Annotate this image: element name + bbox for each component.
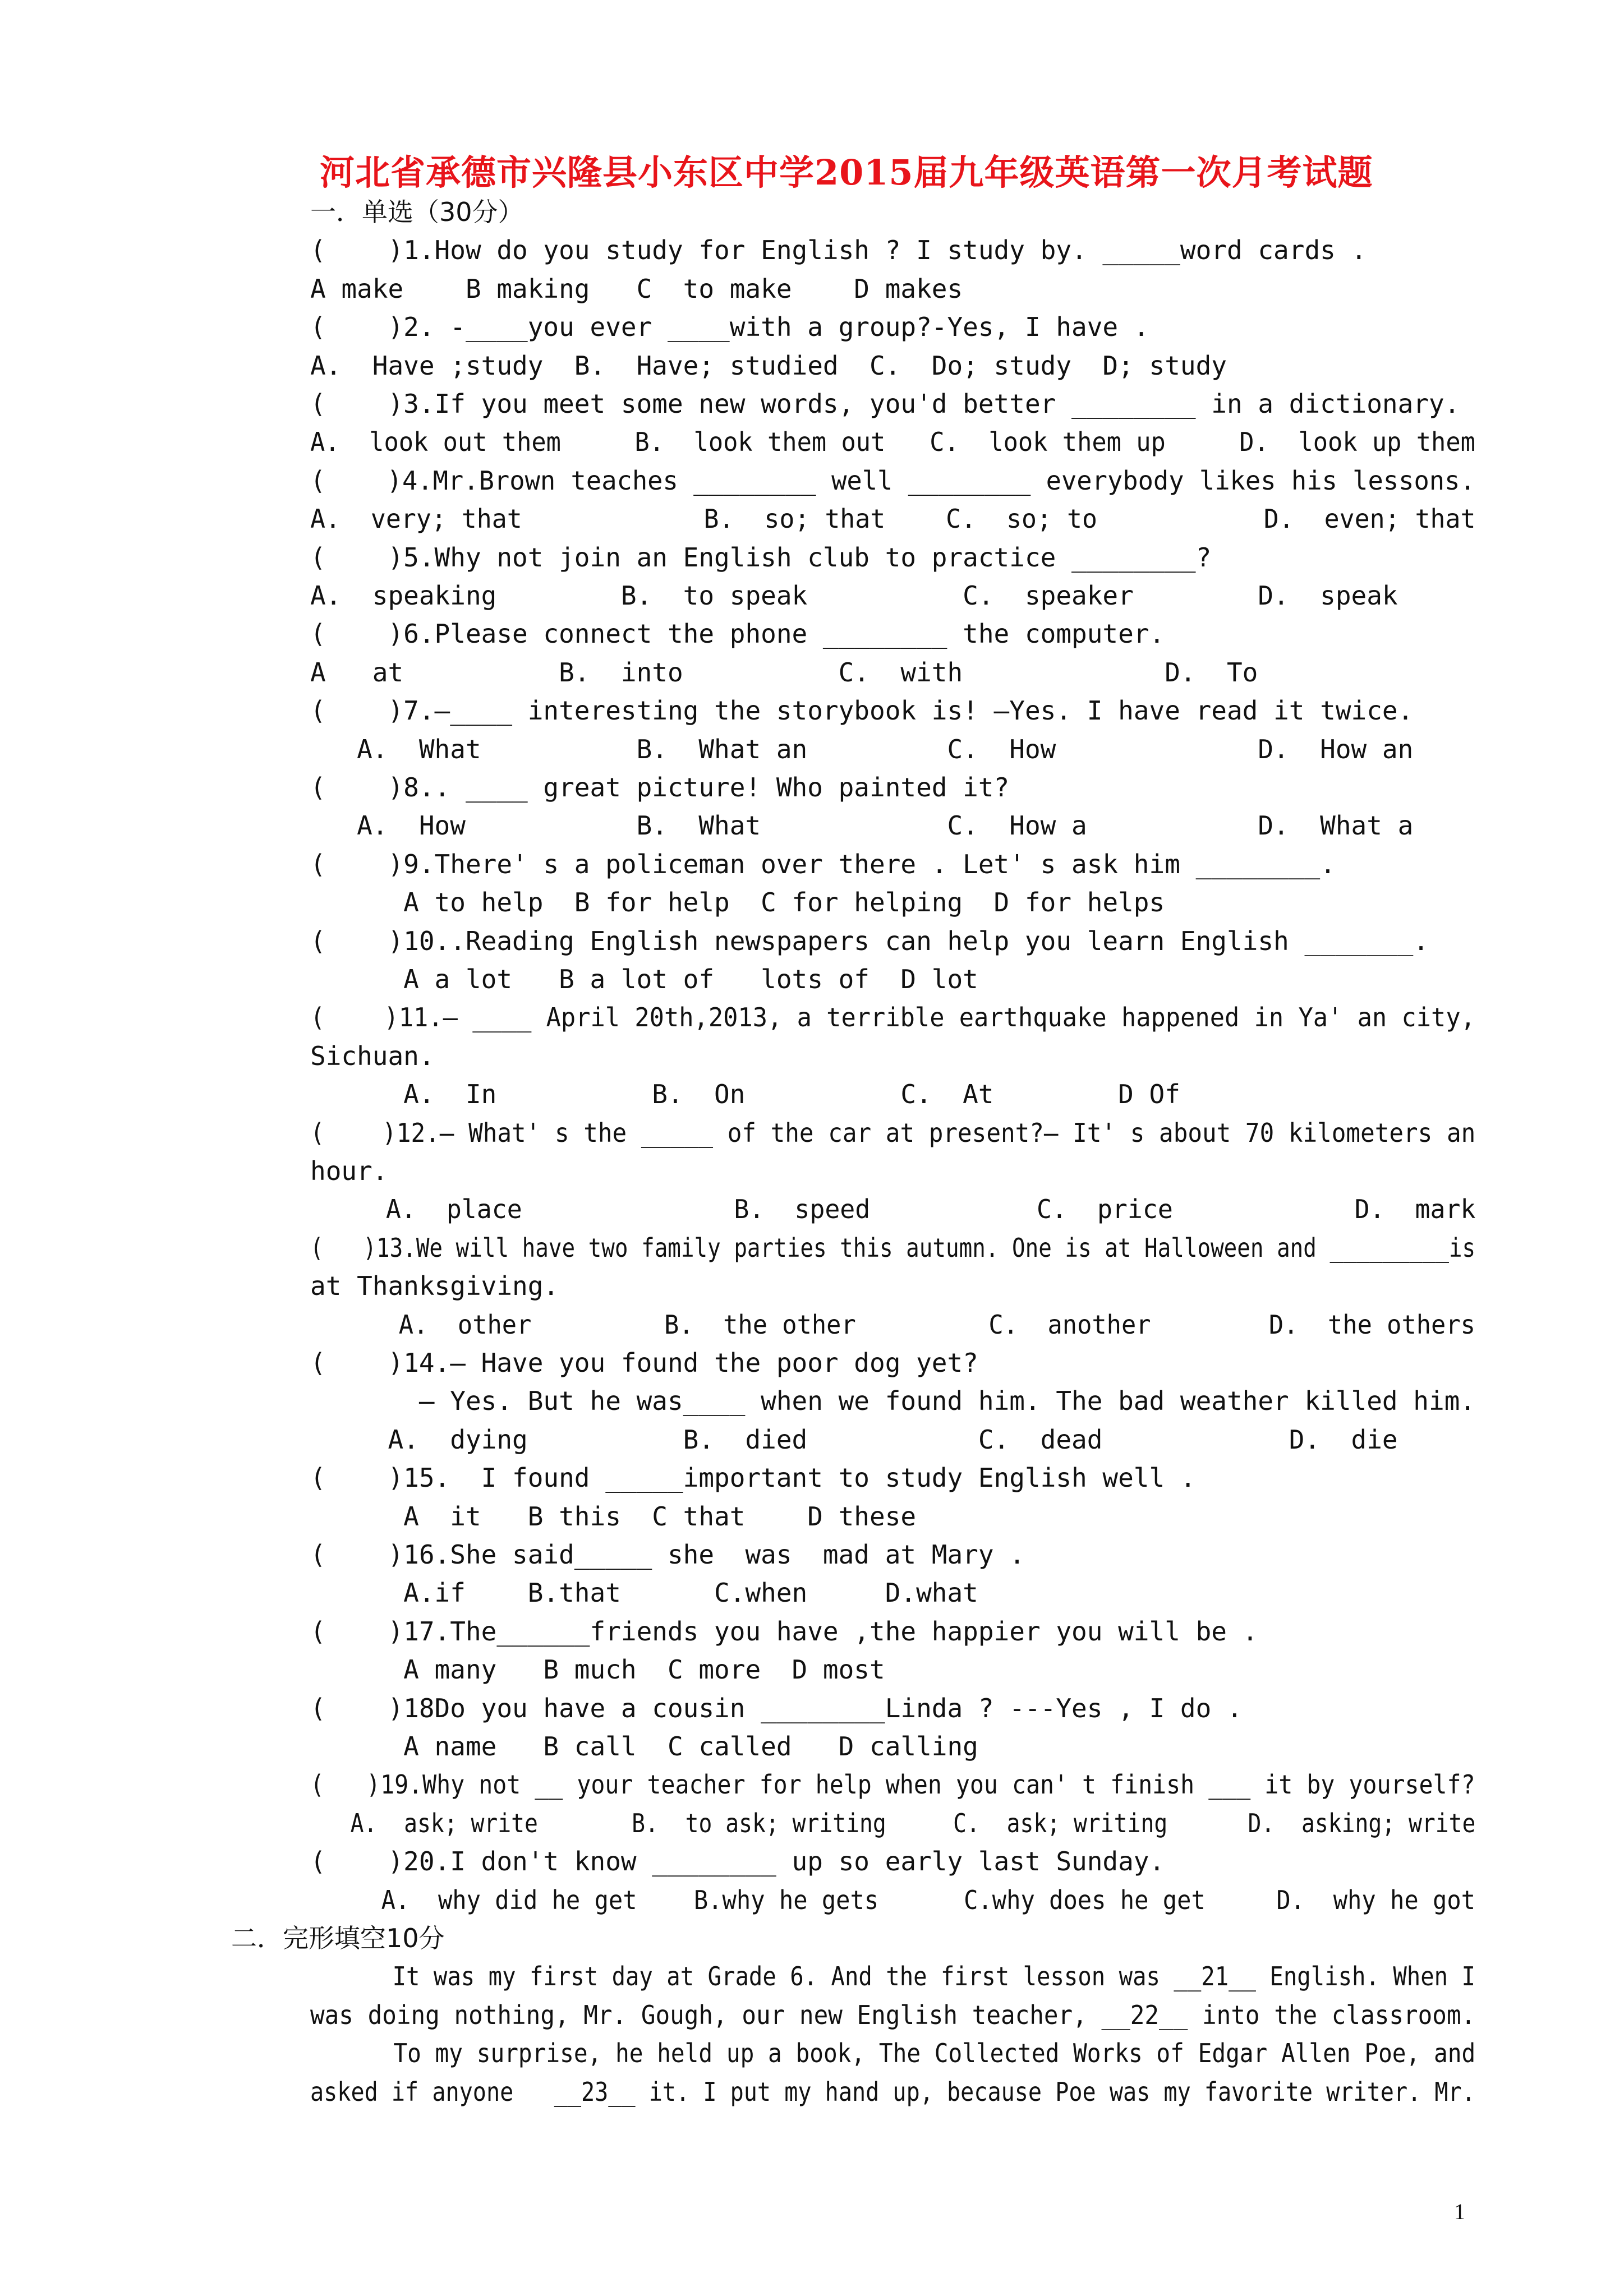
text-line: A. speaking B. to speak C. speaker D. speak: [310, 580, 1398, 611]
text-line: A. look out them B. look them out C. look them up D. look up them: [310, 427, 1475, 457]
text-line: hour.: [310, 1156, 388, 1186]
text-line: A.if B.that C.when D.what: [310, 1578, 978, 1608]
text-line: A. why did he get B.why he gets C.why does he get D. why he got: [310, 1885, 1475, 1915]
text-line: A. What B. What an C. How D. How an: [310, 734, 1414, 764]
text-line: ( )1.How do you study for English ? I study by. _____word cards .: [310, 235, 1367, 265]
text-line: — Yes. But he was____ when we found him. The bad weather killed him.: [310, 1386, 1476, 1416]
text-line: ( )8.. ____ great picture! Who painted it?: [310, 772, 1010, 803]
text-line: ( )16.She said_____ she was mad at Mary .: [310, 1539, 1025, 1570]
text-line: A to help B for help C for helping D for helps: [310, 887, 1165, 918]
text-line: A many B much C more D most: [310, 1654, 885, 1685]
text-line: ( )20.I don't know ________ up so early last Sunday.: [310, 1846, 1165, 1877]
text-line: A. other B. the other C. another D. the others: [310, 1310, 1475, 1340]
text-line: A. How B. What C. How a D. What a: [310, 810, 1414, 841]
text-line: It was my first day at Grade 6. And the first lesson was __21__ English. When I: [310, 1961, 1475, 1991]
text-line: A. very; that B. so; that C. so; to D. even; that: [310, 504, 1476, 534]
text-line: at Thanksgiving.: [310, 1271, 559, 1301]
text-line: Sichuan.: [310, 1041, 435, 1071]
text-line: ( )5.Why not join an English club to practice ________?: [310, 542, 1212, 573]
text-line: A. ask; write B. to ask; writing C. ask; writing D. asking; write: [310, 1808, 1476, 1838]
text-line: ( )19.Why not __ your teacher for help when you can' t finish ___ it by yourself?: [310, 1769, 1475, 1800]
text-line: ( )14.— Have you found the poor dog yet?: [310, 1348, 978, 1378]
text-line: ( )18Do you have a cousin ________Linda ? ---Yes , I do .: [310, 1693, 1243, 1723]
text-line: 一．单选（30分）: [310, 197, 524, 227]
text-line: ( )2. -____you ever ____with a group?-Yes, I have .: [310, 312, 1149, 342]
text-line: ( )10..Reading English newspapers can help you learn English _______.: [310, 926, 1429, 956]
text-line: ( )12.— What' s the _____ of the car at present?— It' s about 70 kilometers an: [310, 1118, 1476, 1148]
page-number: 1: [1454, 2199, 1465, 2224]
text-line: was doing nothing, Mr. Gough, our new English teacher, __22__ into the classroom.: [310, 2000, 1476, 2030]
text-line: A make B making C to make D makes: [310, 274, 963, 304]
text-line: ( )17.The______friends you have ,the happier you will be .: [310, 1616, 1258, 1647]
text-line: 二．完形填空10分: [231, 1923, 445, 1953]
text-line: A at B. into C. with D. To: [310, 657, 1258, 688]
text-line: A. place B. speed C. price D. mark: [310, 1194, 1476, 1224]
text-line: ( )15. I found _____important to study English well .: [310, 1463, 1196, 1493]
text-line: asked if anyone __23__ it. I put my hand up, because Poe was my favorite writer. Mr.: [310, 2077, 1475, 2107]
text-line: ( )3.If you meet some new words, you'd better ________ in a dictionary.: [310, 389, 1460, 419]
text-line: A. dying B. died C. dead D. die: [310, 1424, 1398, 1455]
text-line: A. Have ;study B. Have; studied C. Do; study D; study: [310, 351, 1227, 381]
text-line: ( )6.Please connect the phone ________ the computer.: [310, 619, 1165, 649]
text-line: ( )9.There' s a policeman over there . Let' s ask him ________.: [310, 849, 1336, 879]
text-line: A. In B. On C. At D Of: [310, 1079, 1180, 1109]
text-line: ( )7.—____ interesting the storybook is! —Yes. I have read it twice.: [310, 695, 1414, 726]
text-line: A a lot B a lot of lots of D lot: [310, 964, 978, 994]
text-line: ( )4.Mr.Brown teaches ________ well ________ everybody likes his lessons.: [310, 465, 1475, 496]
text-line: ( )13.We will have two family parties this autumn. One is at Halloween and _________is: [310, 1233, 1476, 1263]
text-line: A name B call C called D calling: [310, 1731, 978, 1762]
text-line: A it B this C that D these: [310, 1501, 917, 1532]
text-line: ( )11.— ____ April 20th,2013, a terrible earthquake happened in Ya' an city,: [310, 1002, 1475, 1032]
page-title: 河北省承德市兴隆县小东区中学2015届九年级英语第一次月考试题: [320, 152, 1373, 193]
text-line: To my surprise, he held up a book, The Collected Works of Edgar Allen Poe, and: [310, 2038, 1476, 2068]
